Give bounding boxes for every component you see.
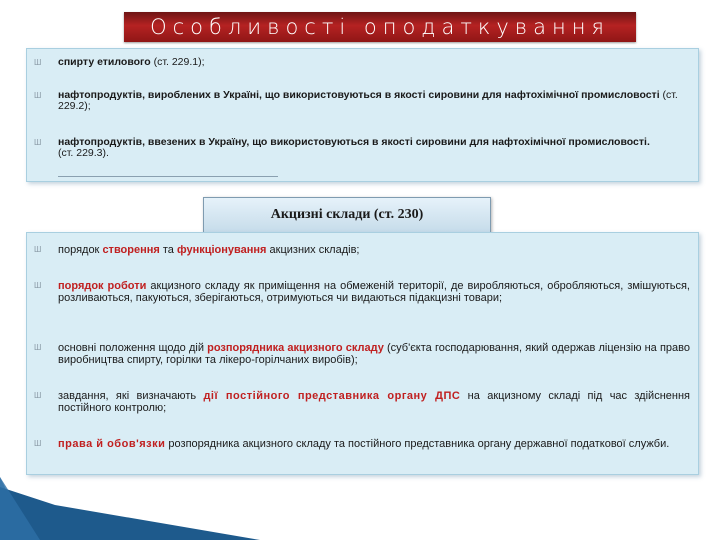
- item-bold: спирту етилового: [58, 56, 151, 68]
- bullet-icon: Ш: [34, 439, 42, 448]
- item-highlight: дії постійного представника органу ДПС: [203, 390, 461, 402]
- bullet-icon: Ш: [34, 245, 42, 254]
- list-item: [34, 137, 690, 159]
- item-text: акцизного складу як приміщення на обмеженій території, де виробляються, обробляються, змішуються, розливаються, пакуються, зберігаються, отримуються чи видаються підакцизні товари;: [58, 280, 690, 304]
- item-text: завдання, які визначають: [58, 390, 204, 402]
- item-text: на акцизному складі під час здійснення постійного контролю;: [58, 390, 690, 414]
- list-item: [34, 280, 690, 304]
- divider: [58, 176, 278, 177]
- title-banner: [124, 12, 636, 42]
- bullet-icon: Ш: [34, 58, 42, 67]
- page-title: Особливості оподаткування: [150, 15, 610, 39]
- list-item: [34, 342, 690, 366]
- item-highlight: права й обов'язки: [58, 438, 166, 450]
- item-text: та: [159, 244, 177, 256]
- list-item: [34, 57, 690, 68]
- bullet-icon: Ш: [34, 343, 42, 352]
- item-bold: нафтопродуктів, вироблених в Україні, що використовуються в якості сировини для нафтохімічної промисловості: [58, 89, 660, 101]
- item-text: розпорядника акцизного складу та постійного представника органу державної податкової служби.: [165, 438, 670, 450]
- item-highlight: розпорядника акцизного складу: [207, 342, 384, 354]
- excise-warehouses-header: [203, 197, 491, 233]
- item-text: акцизних складів;: [266, 244, 360, 256]
- item-bold: нафтопродуктів, ввезених в Україну, що використовуються в якості сировини для нафтохімічної промисловості.: [58, 136, 650, 148]
- item-text: (суб'єкта господарювання, який одержав ліцензію на право виробництва спирту, горілки та лікеро-горілчаних виробів);: [58, 342, 690, 366]
- item-highlight: функціонування: [176, 244, 267, 256]
- tax-features-box: [26, 48, 699, 182]
- list-item: [34, 90, 690, 112]
- bullet-icon: Ш: [34, 391, 42, 400]
- list-item: [34, 390, 690, 414]
- item-ref: (ст. 229.2);: [58, 89, 678, 112]
- bullet-icon: Ш: [34, 91, 42, 100]
- item-highlight: порядок роботи: [58, 280, 147, 292]
- list-item: [34, 438, 690, 450]
- item-text: порядок: [58, 244, 103, 256]
- list-item: [34, 244, 690, 256]
- item-text: основні положення щодо дій: [58, 342, 208, 354]
- decorative-swoosh: [0, 455, 260, 540]
- bullet-icon: Ш: [34, 281, 42, 290]
- item-highlight: створення: [102, 244, 160, 256]
- item-ref: (ст. 229.3).: [58, 147, 109, 159]
- item-ref: (ст. 229.1);: [150, 56, 205, 68]
- bullet-icon: Ш: [34, 138, 42, 147]
- excise-warehouses-label: Акцизні склади (ст. 230): [270, 207, 424, 222]
- deco-shape: [0, 487, 260, 540]
